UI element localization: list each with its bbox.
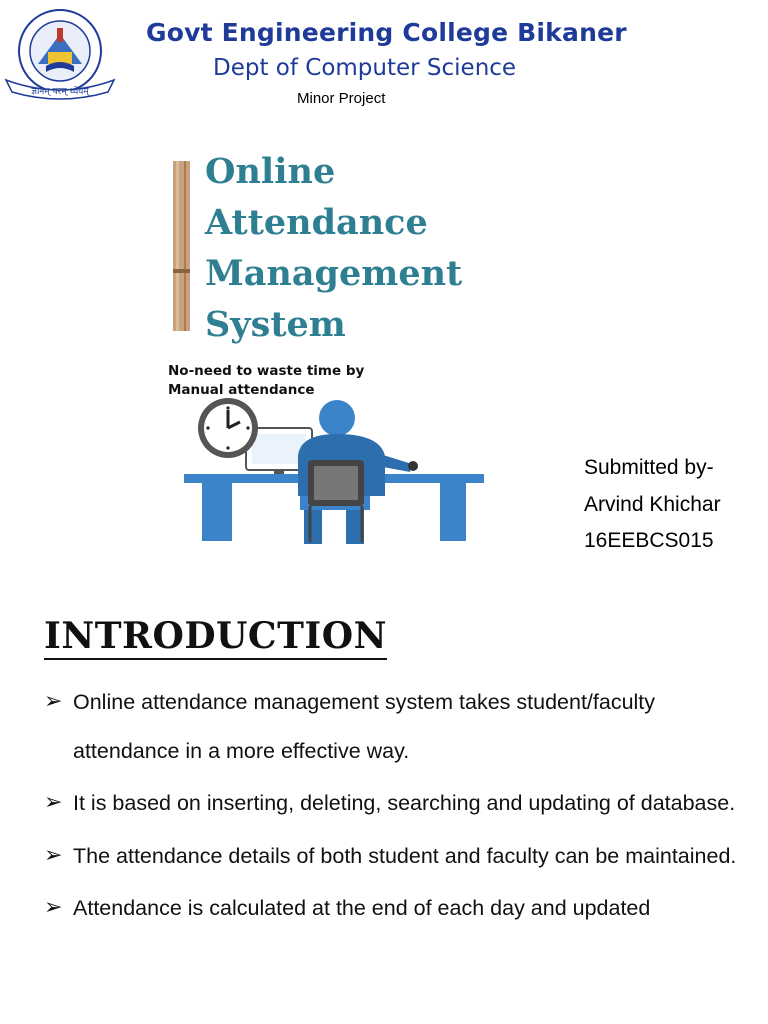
arrowhead-bullet-icon: ➢: [44, 688, 63, 713]
section-heading-introduction: INTRODUCTION: [44, 614, 387, 660]
tagline-line-2: Manual attendance: [168, 382, 315, 398]
list-item-text: Attendance is calculated at the end of each day and updated: [73, 896, 651, 920]
roll-number: 16EEBCS015: [584, 529, 714, 552]
list-item: [44, 678, 744, 775]
project-type: Minor Project: [297, 90, 386, 107]
title-line-2: Attendance: [205, 202, 428, 243]
department-name: Dept of Computer Science: [213, 55, 517, 81]
arrowhead-bullet-icon: ➢: [44, 841, 63, 867]
submitted-label: Submitted by-: [584, 456, 714, 479]
college-name: Govt Engineering College Bikaner: [146, 18, 627, 47]
arrowhead-bullet-icon: ➢: [44, 894, 63, 919]
title-line-4: System: [205, 304, 346, 345]
submitted-by-block: [584, 450, 721, 560]
introduction-list: [44, 678, 744, 937]
list-item-text: The attendance details of both student and faculty can be maintained.: [73, 843, 737, 868]
student-name: Arvind Khichar: [584, 492, 721, 516]
list-item-text: It is based on inserting, deleting, searching and updating of database.: [73, 791, 736, 815]
clock-icon: [198, 398, 258, 458]
arrowhead-bullet-icon: ➢: [44, 789, 63, 814]
tagline-line-1: No-need to waste time by: [168, 363, 365, 379]
college-logo: [4, 6, 116, 102]
title-line-3: Management: [205, 253, 463, 294]
list-item: [44, 779, 744, 828]
logo-motto: ज्ञानम् परम् ध्येयम्: [31, 87, 89, 97]
attendance-illustration: [180, 396, 490, 546]
project-title: [205, 146, 462, 350]
decorative-bar: [173, 161, 190, 331]
list-item-text: Online attendance management system takes student/faculty attendance in a more effective way.: [73, 690, 656, 763]
tagline: [168, 362, 364, 400]
list-item: [44, 884, 744, 933]
list-item: [44, 832, 744, 881]
title-line-1: Online: [205, 151, 336, 192]
